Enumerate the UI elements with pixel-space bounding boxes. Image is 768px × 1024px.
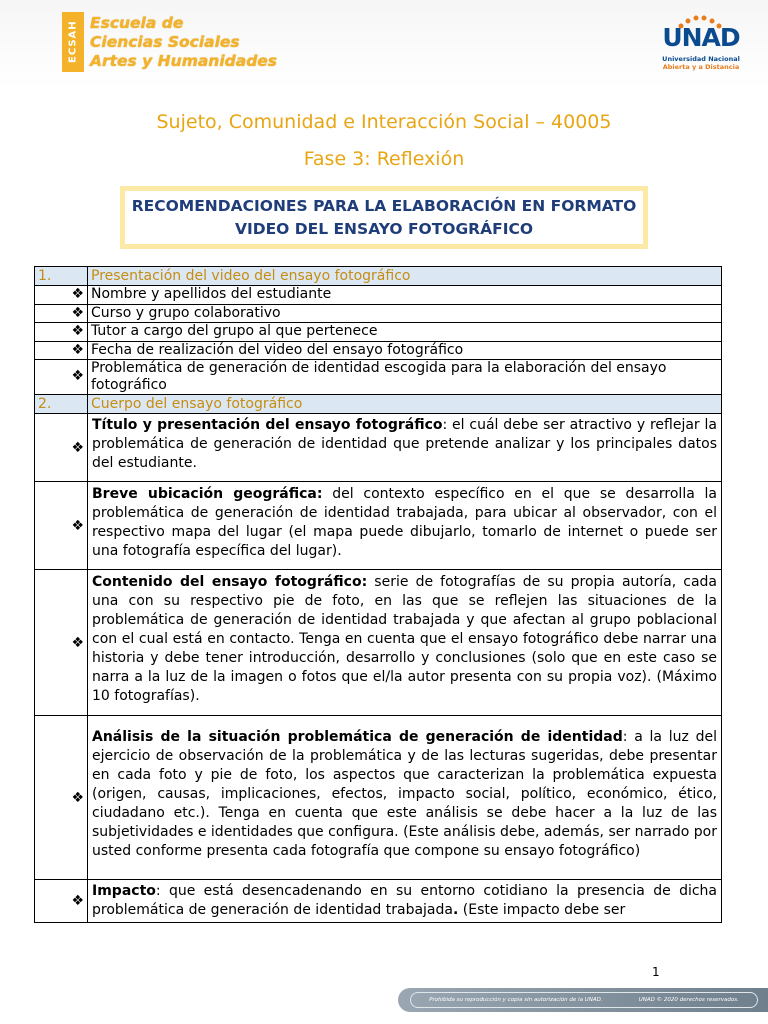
section-title: Cuerpo del ensayo fotográfico	[88, 395, 722, 414]
bullet-icon: ❖	[35, 286, 88, 305]
item-body: : que está desencadenando en su entorno cotidiano la presencia de dicha problemática de generación de identidad trabajada	[92, 883, 717, 918]
list-item	[35, 323, 722, 342]
school-name	[90, 14, 277, 71]
item-text	[88, 880, 722, 923]
item-text	[88, 716, 722, 880]
list-item	[35, 414, 722, 482]
unad-logo-sub-2: Abierta y a Distancia	[662, 63, 740, 71]
unad-logo	[660, 15, 742, 83]
list-item	[35, 716, 722, 880]
list-item	[35, 286, 722, 305]
item-text	[88, 570, 722, 716]
item-heading: Impacto	[92, 883, 156, 899]
list-item	[35, 482, 722, 570]
unad-logo-sub-1: Universidad Nacional	[662, 55, 740, 63]
bullet-icon: ❖	[35, 570, 88, 716]
item-text: Fecha de realización del video del ensayo fotográfico	[88, 341, 722, 360]
footer-left-text: Prohibida su reproducción y copia sin autorización de la UNAD.	[429, 997, 603, 1003]
recommendations-box	[120, 186, 648, 249]
item-text: Curso y grupo colaborativo	[88, 304, 722, 323]
phase-title: Fase 3: Reflexión	[303, 148, 465, 170]
section-row-2	[35, 395, 722, 414]
section-number: 2.	[35, 395, 88, 414]
item-heading: Breve ubicación geográfica:	[92, 485, 323, 502]
item-body-2: (Este impacto debe ser	[458, 902, 626, 918]
item-text: Tutor a cargo del grupo al que pertenece	[88, 323, 722, 342]
list-item	[35, 360, 722, 395]
footer-notice	[410, 992, 758, 1008]
item-heading: Título y presentación del ensayo fotográfico	[92, 417, 443, 433]
bullet-icon: ❖	[35, 360, 88, 395]
recommendations-line-2: VIDEO DEL ENSAYO FOTOGRÁFICO	[234, 219, 534, 238]
item-heading-2: .	[452, 902, 459, 918]
item-body: : el cuál debe ser atractivo y reflejar la problemática de generación de identidad que pretende analizar y los principales datos del estudiante.	[92, 417, 717, 471]
bullet-icon: ❖	[35, 716, 88, 880]
bullet-icon: ❖	[35, 304, 88, 323]
unad-logo-word: UNAD	[662, 23, 740, 52]
bullet-icon: ❖	[35, 414, 88, 482]
course-title: Sujeto, Comunidad e Interacción Social – 40005	[156, 111, 612, 133]
list-item	[35, 570, 722, 716]
school-line-1: Escuela de	[90, 14, 184, 32]
section-row-1	[35, 267, 722, 286]
section-title: Presentación del video del ensayo fotográfico	[88, 267, 722, 286]
item-text: Nombre y apellidos del estudiante	[88, 286, 722, 305]
item-text	[88, 414, 722, 482]
item-body: serie de fotografías de su propia autoría, cada una con su respectivo pie de foto, en las que se reflejen las situaciones de la problemática de generación de identidad trabajada y que afectan al grupo poblacional con el cual está en contacto. Tenga en cuenta que el ensayo fotográfico debe narrar una historia y debe tener introducción, desarrollo y conclusiones (solo que en este caso se narra a la luz de la imagen o fotos que el/la autor presenta con su propia voz). (Máximo 10 fotografías).	[92, 574, 718, 704]
school-line-3: Artes y Humanidades	[90, 52, 278, 70]
bullet-icon: ❖	[35, 341, 88, 360]
unad-logo-subtitle	[660, 55, 742, 71]
bullet-icon: ❖	[35, 880, 88, 923]
section-number: 1.	[35, 267, 88, 286]
footer-right-text: UNAD © 2020 derechos reservados.	[638, 997, 739, 1003]
recommendations-line-1: RECOMENDACIONES PARA LA ELABORACIÓN EN FORMATO	[131, 196, 637, 215]
list-item	[35, 880, 722, 923]
item-heading: Contenido del ensayo fotográfico:	[92, 574, 368, 590]
ecsah-logo: ECSAH	[62, 12, 84, 72]
item-heading: Análisis de la situación problemática de generación de identidad	[92, 729, 623, 745]
page-header	[0, 0, 768, 88]
bullet-icon: ❖	[35, 323, 88, 342]
bullet-icon: ❖	[35, 482, 88, 570]
school-line-2: Ciencias Sociales	[90, 33, 240, 51]
item-text: Problemática de generación de identidad escogida para la elaboración del ensayo fotográfico	[88, 360, 722, 395]
list-item	[35, 304, 722, 323]
item-text	[88, 482, 722, 570]
item-body: del contexto específico en el que se desarrolla la problemática de generación de identidad trabajada, para ubicar al observador, con el respectivo mapa del lugar (el mapa puede dibujarlo, tomarlo de internet o puede ser una fotografía específica del lugar).	[92, 485, 717, 559]
guidelines-table	[34, 266, 722, 923]
item-body: : a la luz del ejercicio de observación de la problemática y de las lecturas sugeridas, debe presentar en cada foto y pie de foto, los aspectos que caracterizan la problemática expuesta (origen, causas, implicaciones, efectos, impacto social, político, económico, ético, ciudadano etc.). Tenga en cuenta que este análisis se debe hacer a la luz de las subjetividades e identidades que configura. (Este análisis debe, además, ser narrado por usted conforme presenta cada fotografía que compone su ensayo fotográfico)	[92, 729, 717, 859]
list-item	[35, 341, 722, 360]
page-number: 1	[652, 965, 660, 979]
